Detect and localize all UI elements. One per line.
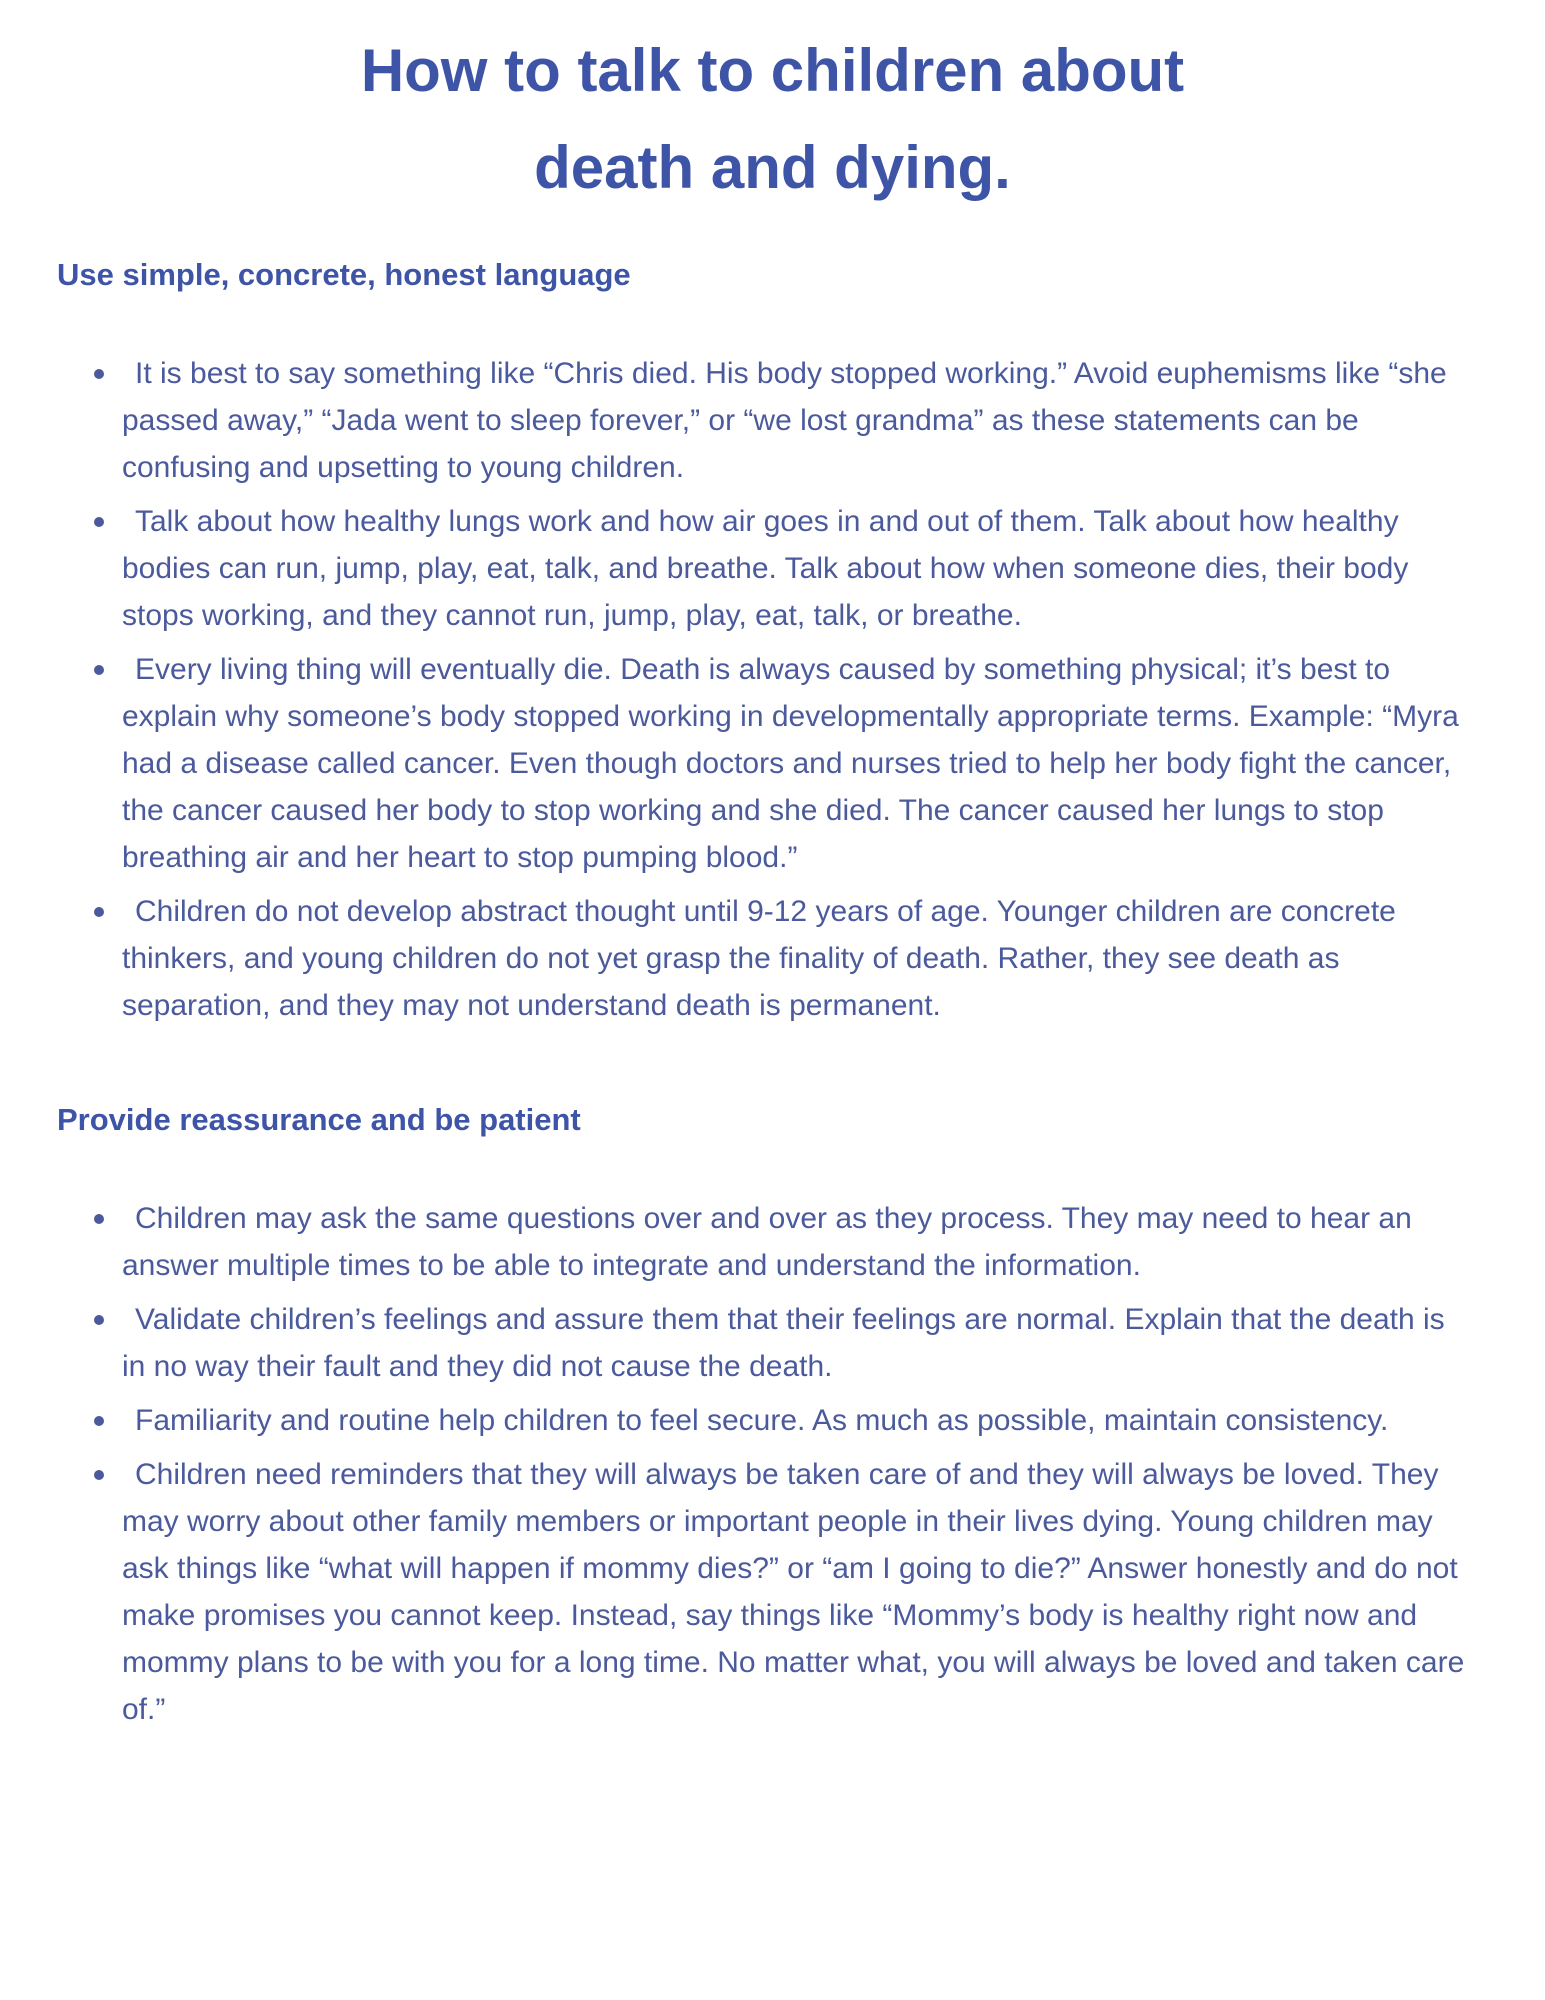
bullet-text: Children need reminders that they will always be taken care of and they will always be loved. They may worry about other family members or important people in their lives dying. Young children may ask things like “what will happen if mommy dies?” or “am I going to die?” Answer honestly and do not make promises you cannot keep. Instead, say things like “Mommy’s body is healthy right now and mommy plans to be with you for a long time. No matter what, you will always be loved and taken care of.”	[122, 1458, 1465, 1726]
bullet-dot-icon	[94, 907, 104, 917]
list-item	[122, 1296, 1475, 1390]
title-line-2: death and dying.	[534, 134, 1011, 201]
bullet-dot-icon	[94, 1416, 104, 1426]
bullet-dot-icon	[94, 1470, 104, 1480]
bullet-dot-icon	[94, 1214, 104, 1224]
bullet-text: Every living thing will eventually die. Death is always caused by something physical; it’s best to explain why someone’s body stopped working in developmentally appropriate terms. Example: “Myra had a disease called cancer. Even though doctors and nurses tried to help her body fight the cancer, the cancer caused her body to stop working and she died. The cancer caused her lungs to stop breathing air and her heart to stop pumping blood.”	[122, 653, 1459, 874]
section-heading: Provide reassurance and be patient	[57, 1102, 581, 1137]
bullet-text: Familiarity and routine help children to feel secure. As much as possible, maintain consistency.	[135, 1404, 1389, 1437]
section-heading: Use simple, concrete, honest language	[57, 257, 631, 292]
bullet-list	[0, 350, 1545, 1029]
bullet-text: It is best to say something like “Chris died. His body stopped working.” Avoid euphemisms like “she passed away,” “Jada went to sleep forever,” or “we lost grandma” as these statements can be confusing and upsetting to young children.	[122, 357, 1447, 484]
list-item	[122, 1195, 1475, 1289]
title-line-1: How to talk to children about	[360, 37, 1185, 104]
list-item	[122, 888, 1475, 1029]
list-item	[122, 350, 1475, 491]
bullet-dot-icon	[94, 1315, 104, 1325]
list-item	[122, 1451, 1475, 1733]
bullet-dot-icon	[94, 665, 104, 675]
section-use-simple-language	[0, 256, 1545, 1029]
list-item	[122, 1397, 1475, 1444]
bullet-dot-icon	[94, 517, 104, 527]
list-item	[122, 498, 1475, 639]
list-item	[122, 646, 1475, 881]
bullet-text: Children may ask the same questions over and over as they process. They may need to hear an answer multiple times to be able to integrate and understand the information.	[122, 1202, 1412, 1282]
bullet-dot-icon	[94, 369, 104, 379]
document-title	[0, 0, 1545, 216]
bullet-text: Children do not develop abstract thought until 9-12 years of age. Younger children are concrete thinkers, and young children do not yet grasp the finality of death. Rather, they see death as separation, and they may not understand death is permanent.	[122, 895, 1396, 1022]
bullet-text: Talk about how healthy lungs work and how air goes in and out of them. Talk about how healthy bodies can run, jump, play, eat, talk, and breathe. Talk about how when someone dies, their body stops working, and they cannot run, jump, play, eat, talk, or breathe.	[122, 505, 1409, 632]
section-provide-reassurance	[0, 1101, 1545, 1733]
bullet-text: Validate children’s feelings and assure them that their feelings are normal. Explain that the death is in no way their fault and they did not cause the death.	[122, 1303, 1445, 1383]
bullet-list	[0, 1195, 1545, 1733]
